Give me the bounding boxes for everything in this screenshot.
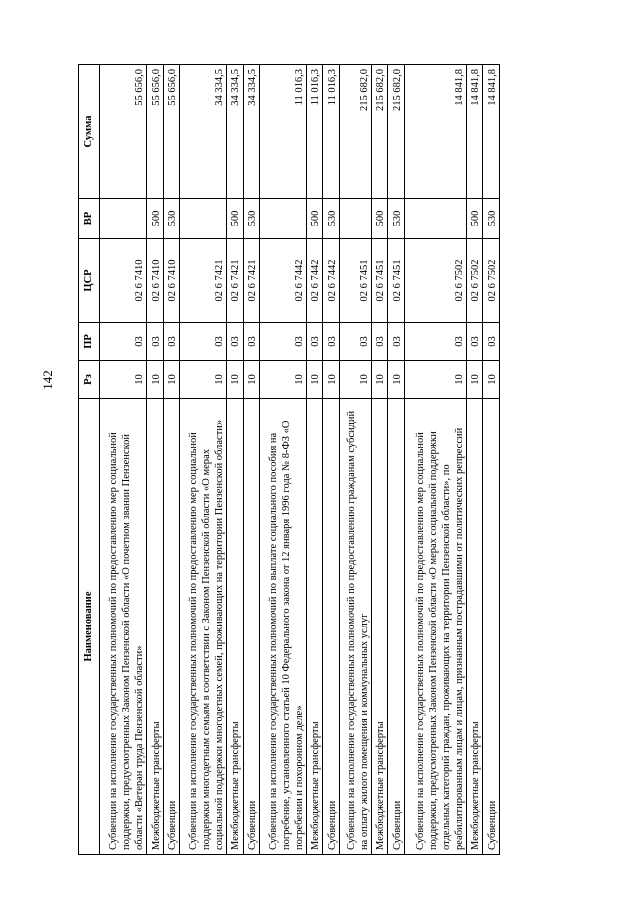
cell-csr: 02 6 7451 (388, 239, 404, 323)
header-sum: Сумма (79, 65, 100, 199)
cell-sum: 14 841,8 (404, 65, 466, 199)
table-row (339, 65, 371, 855)
cell-pr: 03 (371, 323, 387, 361)
cell-pr: 03 (163, 323, 179, 361)
cell-rz: 10 (307, 361, 323, 399)
cell-name: Субвенции на исполнение государственных полномочий по предоставлению мер социальной поддержки, предусмотренных Законом Пензенской области «О почетном звании Пензенской области «Ветеран труда Пензенской области» (100, 399, 147, 855)
cell-sum: 14 841,8 (483, 65, 500, 199)
page-number (36, 360, 60, 400)
table-row (388, 65, 404, 855)
cell-pr: 03 (404, 323, 466, 361)
cell-sum: 55 656,0 (163, 65, 179, 199)
table-row (466, 65, 482, 855)
cell-csr: 02 6 7502 (404, 239, 466, 323)
cell-csr: 02 6 7410 (100, 239, 147, 323)
cell-pr: 03 (227, 323, 243, 361)
table-row (483, 65, 500, 855)
cell-rz: 10 (371, 361, 387, 399)
cell-vr: 530 (163, 199, 179, 239)
cell-name: Субвенции (483, 399, 500, 855)
cell-sum: 11 016,3 (307, 65, 323, 199)
cell-vr: 500 (307, 199, 323, 239)
header-pr: ПР (79, 323, 100, 361)
cell-rz: 10 (227, 361, 243, 399)
header-vr: ВР (79, 199, 100, 239)
cell-vr (259, 199, 306, 239)
header-rz: Рз (79, 361, 100, 399)
table-row (163, 65, 179, 855)
cell-rz: 10 (404, 361, 466, 399)
cell-name: Межбюджетные трансферты (307, 399, 323, 855)
cell-pr: 03 (323, 323, 339, 361)
cell-pr: 03 (483, 323, 500, 361)
table-row (404, 65, 466, 855)
cell-csr: 02 6 7421 (243, 239, 259, 323)
cell-sum: 11 016,3 (323, 65, 339, 199)
cell-rz: 10 (179, 361, 226, 399)
cell-sum: 215 682,0 (388, 65, 404, 199)
table-row (179, 65, 226, 855)
cell-name: Межбюджетные трансферты (371, 399, 387, 855)
cell-pr: 03 (243, 323, 259, 361)
cell-vr (100, 199, 147, 239)
cell-name: Субвенции на исполнение государственных полномочий по предоставлению мер социальной поддержки, предусмотренных Законом Пензенской области «О мерах социальной поддержки отдельных категорий граждан, проживающих на территории Пензенской области», по реабилитированным лицам и лицам, признанным пострадавшими от политических репрессий (404, 399, 466, 855)
cell-vr: 530 (483, 199, 500, 239)
table-row (307, 65, 323, 855)
cell-pr: 03 (259, 323, 306, 361)
budget-table-container (78, 65, 500, 855)
cell-sum: 34 334,5 (243, 65, 259, 199)
cell-csr: 02 6 7502 (466, 239, 482, 323)
cell-vr (404, 199, 466, 239)
cell-vr: 530 (323, 199, 339, 239)
cell-pr: 03 (100, 323, 147, 361)
table-row (147, 65, 163, 855)
cell-sum: 11 016,3 (259, 65, 306, 199)
cell-vr: 530 (388, 199, 404, 239)
cell-csr: 02 6 7421 (179, 239, 226, 323)
table-row (243, 65, 259, 855)
cell-sum: 34 334,5 (227, 65, 243, 199)
table-row (227, 65, 243, 855)
cell-rz: 10 (243, 361, 259, 399)
cell-rz: 10 (100, 361, 147, 399)
cell-pr: 03 (388, 323, 404, 361)
cell-pr: 03 (307, 323, 323, 361)
cell-rz: 10 (388, 361, 404, 399)
cell-name: Межбюджетные трансферты (466, 399, 482, 855)
cell-rz: 10 (147, 361, 163, 399)
table-header-row (79, 65, 100, 855)
table-body (100, 65, 500, 855)
cell-name: Субвенции на исполнение государственных полномочий по предоставлению мер социальной поддержки многодетным семьям в соответствии с Законом Пензенской области «О мерах социальной поддержки многодетных семей, проживающих на территории Пензенской области» (179, 399, 226, 855)
cell-sum: 55 656,0 (147, 65, 163, 199)
cell-pr: 03 (147, 323, 163, 361)
cell-vr: 500 (466, 199, 482, 239)
cell-csr: 02 6 7421 (227, 239, 243, 323)
cell-rz: 10 (323, 361, 339, 399)
cell-csr: 02 6 7410 (147, 239, 163, 323)
budget-table (78, 64, 500, 855)
cell-csr: 02 6 7442 (323, 239, 339, 323)
table-row (323, 65, 339, 855)
header-csr: ЦСР (79, 239, 100, 323)
cell-name: Субвенции (163, 399, 179, 855)
table-row (100, 65, 147, 855)
cell-sum: 55 656,0 (100, 65, 147, 199)
page-number-text: 142 (40, 370, 55, 390)
cell-rz: 10 (466, 361, 482, 399)
cell-name: Межбюджетные трансферты (227, 399, 243, 855)
cell-csr: 02 6 7502 (483, 239, 500, 323)
table-row (371, 65, 387, 855)
cell-csr: 02 6 7451 (339, 239, 371, 323)
cell-name: Межбюджетные трансферты (147, 399, 163, 855)
cell-rz: 10 (163, 361, 179, 399)
cell-name: Субвенции (323, 399, 339, 855)
cell-name: Субвенции на исполнение государственных полномочий по предоставлению гражданам субсидий на оплату жилого помещения и коммунальных услуг (339, 399, 371, 855)
cell-sum: 34 334,5 (179, 65, 226, 199)
cell-vr: 500 (227, 199, 243, 239)
header-name: Наименование (79, 399, 100, 855)
cell-name: Субвенции (388, 399, 404, 855)
cell-pr: 03 (466, 323, 482, 361)
cell-name: Субвенции на исполнение государственных полномочий по выплате социального пособия на погребение, установленного статьей 10 Федерального закона от 12 января 1996 года № 8-ФЗ «О погребении и похоронном деле» (259, 399, 306, 855)
cell-vr (339, 199, 371, 239)
cell-vr: 530 (243, 199, 259, 239)
cell-rz: 10 (259, 361, 306, 399)
cell-csr: 02 6 7442 (259, 239, 306, 323)
cell-pr: 03 (179, 323, 226, 361)
cell-vr: 500 (147, 199, 163, 239)
cell-sum: 215 682,0 (371, 65, 387, 199)
cell-rz: 10 (483, 361, 500, 399)
cell-csr: 02 6 7451 (371, 239, 387, 323)
cell-csr: 02 6 7442 (307, 239, 323, 323)
cell-name: Субвенции (243, 399, 259, 855)
cell-rz: 10 (339, 361, 371, 399)
cell-vr: 500 (371, 199, 387, 239)
cell-csr: 02 6 7410 (163, 239, 179, 323)
table-row (259, 65, 306, 855)
cell-sum: 14 841,8 (466, 65, 482, 199)
cell-vr (179, 199, 226, 239)
cell-pr: 03 (339, 323, 371, 361)
cell-sum: 215 682,0 (339, 65, 371, 199)
